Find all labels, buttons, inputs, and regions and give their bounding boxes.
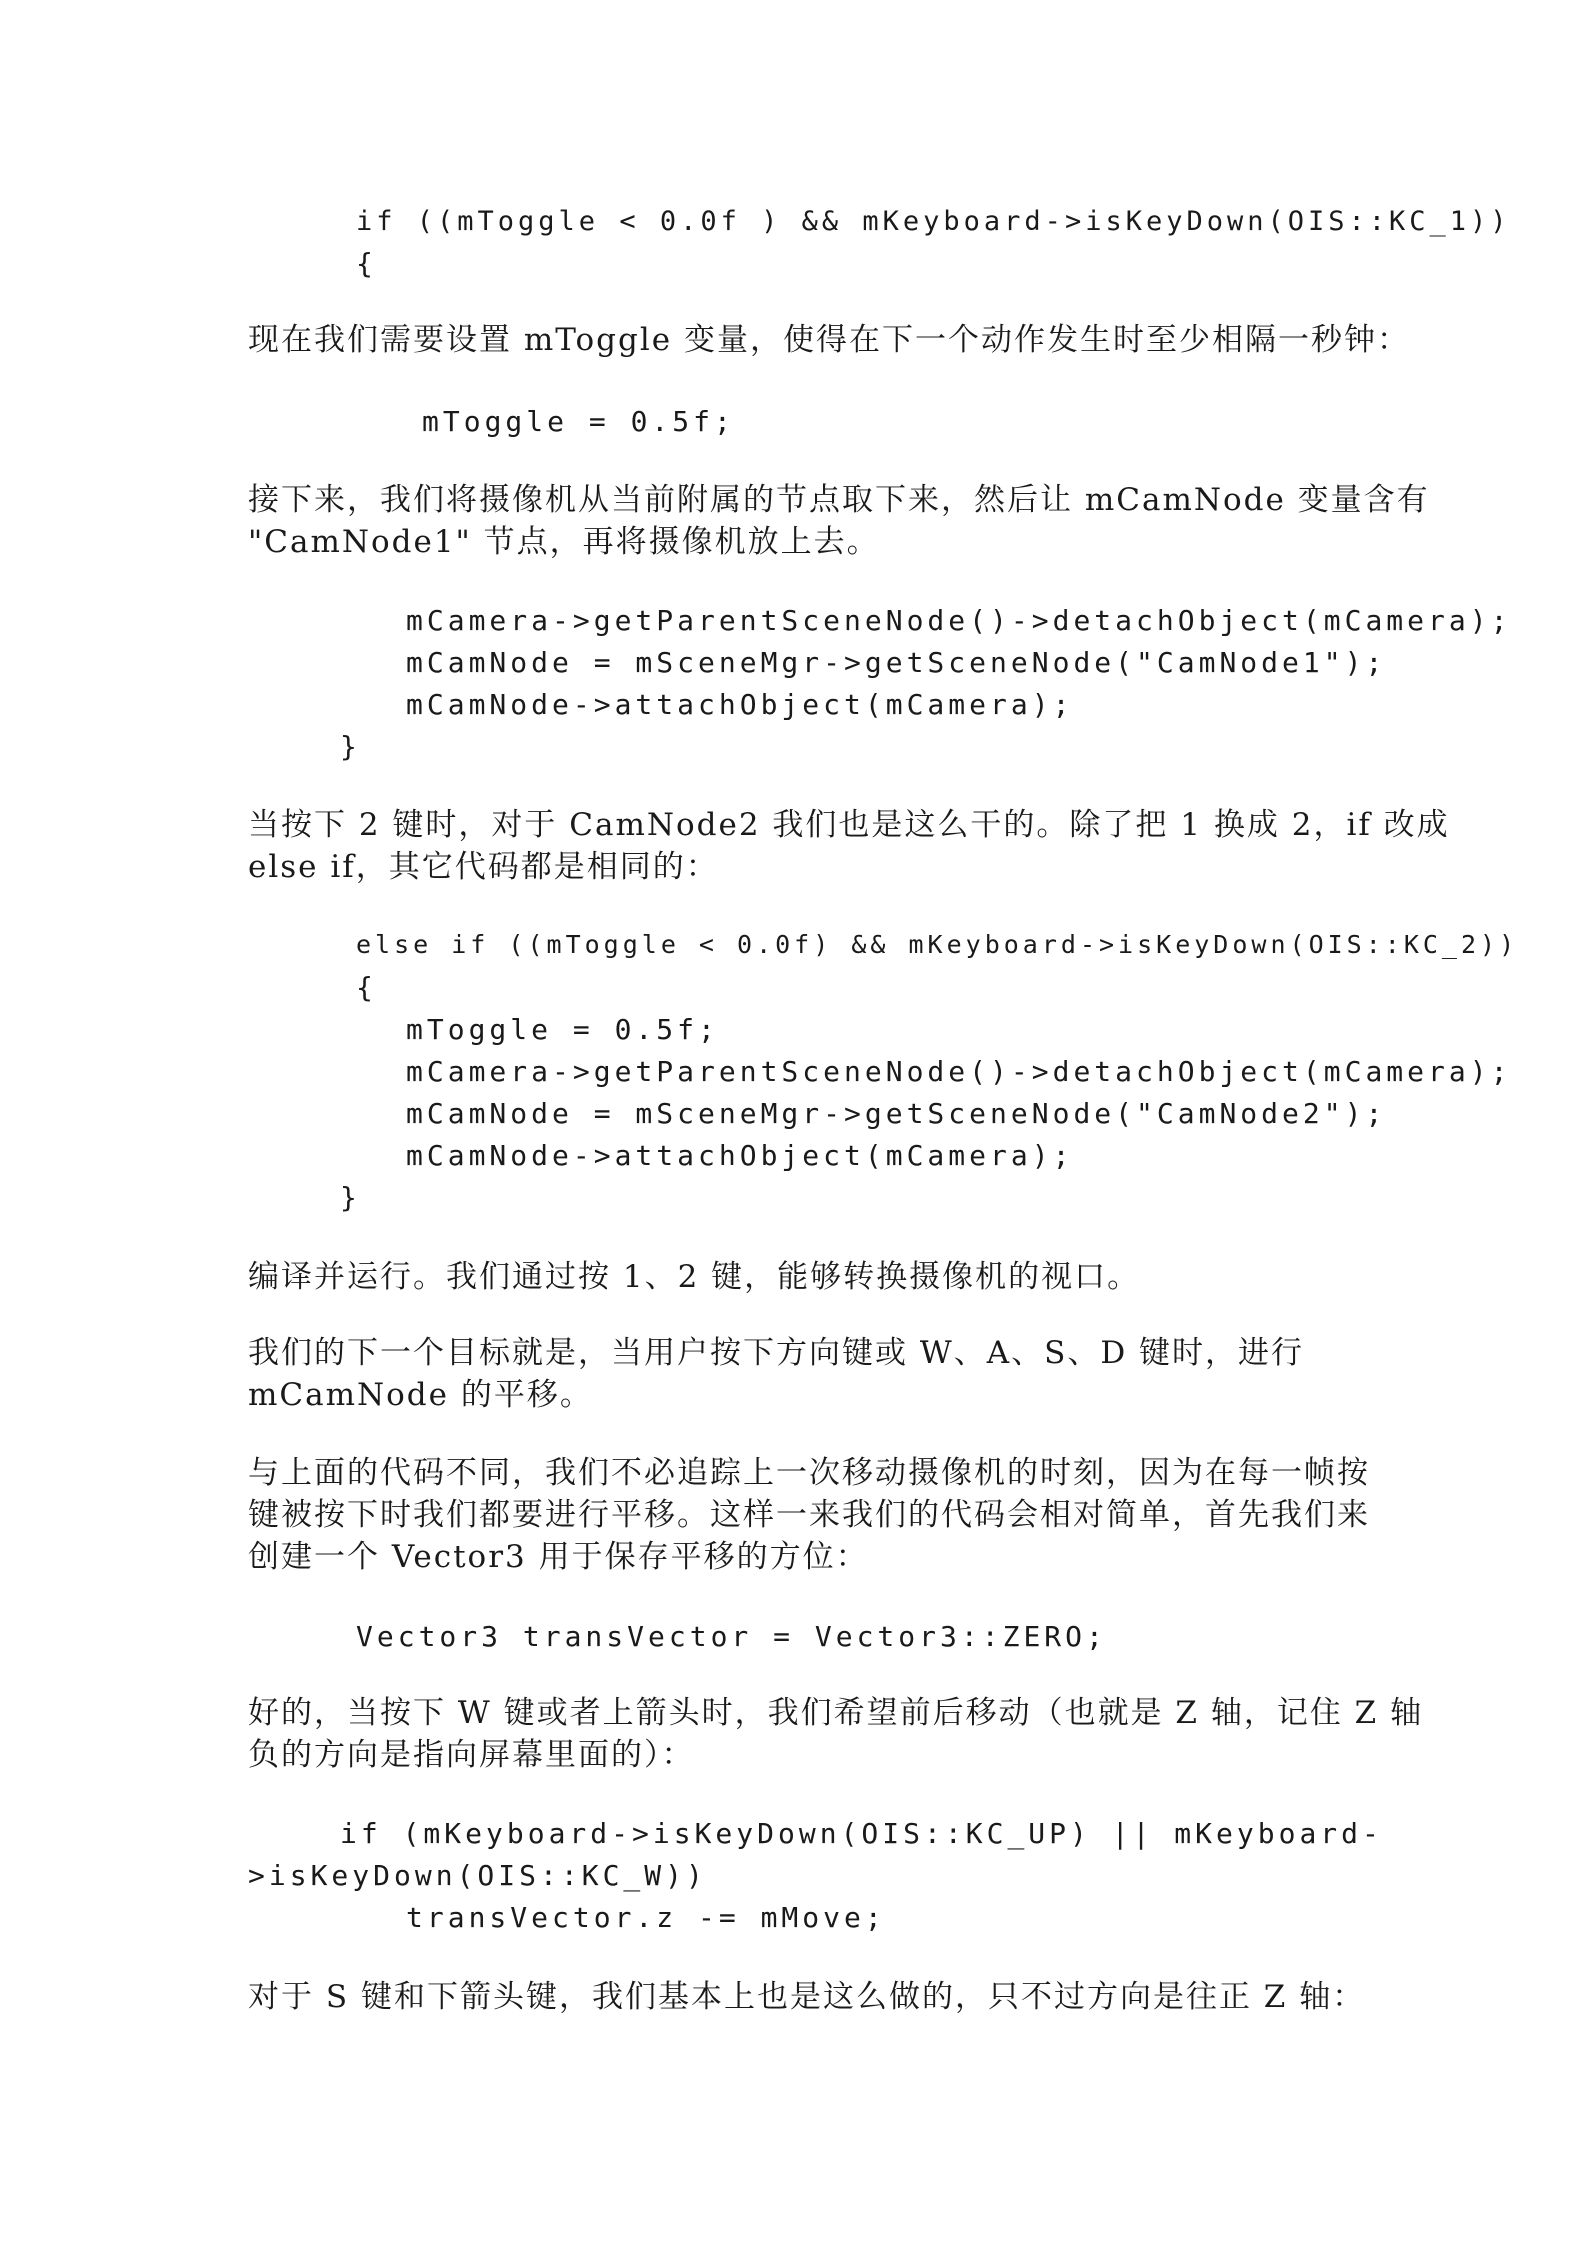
code-line: { — [356, 247, 377, 280]
paragraph-line: 好的，当按下 W 键或者上箭头时，我们希望前后移动（也就是 Z 轴，记住 Z 轴 — [248, 1695, 1424, 1731]
code-line: { — [356, 971, 377, 1004]
paragraph-line: 创建一个 Vector3 用于保存平移的方位： — [248, 1539, 869, 1575]
paragraph-line: 负的方向是指向屏幕里面的）： — [248, 1737, 695, 1773]
code-line: mCamNode->attachObject(mCamera); — [406, 688, 1074, 721]
code-line: Vector3 transVector = Vector3::ZERO; — [356, 1620, 1107, 1653]
code-line: if ((mToggle < 0.0f ) && mKeyboard->isKeyDown(OIS::KC_1)) — [356, 206, 1511, 237]
paragraph-line: 与上面的代码不同，我们不必追踪上一次移动摄像机的时刻，因为在每一帧按 — [248, 1455, 1370, 1491]
code-line: } — [340, 730, 361, 763]
code-line: if (mKeyboard->isKeyDown(OIS::KC_UP) || mKeyboard- — [340, 1817, 1383, 1850]
code-line: else if ((mToggle < 0.0f) && mKeyboard->isKeyDown(OIS::KC_2)) — [356, 930, 1519, 959]
code-line: mCamera->getParentSceneNode()->detachObject(mCamera); — [406, 1055, 1512, 1088]
paragraph-line: mCamNode 的平移。 — [248, 1377, 593, 1413]
paragraph-line: 接下来，我们将摄像机从当前附属的节点取下来，然后让 mCamNode 变量含有 — [248, 482, 1430, 518]
code-line: >isKeyDown(OIS::KC_W)) — [248, 1859, 707, 1892]
code-line: transVector.z -= mMove; — [406, 1901, 886, 1934]
paragraph-line: 我们的下一个目标就是，当用户按下方向键或 W、A、S、D 键时，进行 — [248, 1335, 1305, 1371]
paragraph-line: 现在我们需要设置 mToggle 变量，使得在下一个动作发生时至少相隔一秒钟： — [248, 322, 1410, 358]
code-line: mCamera->getParentSceneNode()->detachObject(mCamera); — [406, 604, 1512, 637]
code-line: mToggle = 0.5f; — [422, 405, 735, 438]
paragraph-line: 编译并运行。我们通过按 1、2 键，能够转换摄像机的视口。 — [248, 1259, 1141, 1295]
code-line: mCamNode = mSceneMgr->getSceneNode("CamNode1"); — [406, 646, 1387, 679]
code-line: mToggle = 0.5f; — [406, 1013, 719, 1046]
code-line: } — [340, 1181, 361, 1214]
code-line: mCamNode = mSceneMgr->getSceneNode("CamNode2"); — [406, 1097, 1387, 1130]
paragraph-line: 当按下 2 键时，对于 CamNode2 我们也是这么干的。除了把 1 换成 2，if 改成 — [248, 807, 1450, 843]
paragraph-line: "CamNode1" 节点，再将摄像机放上去。 — [248, 524, 880, 560]
code-line: mCamNode->attachObject(mCamera); — [406, 1139, 1074, 1172]
paragraph-line: else if，其它代码都是相同的： — [248, 849, 719, 885]
paragraph-line: 键被按下时我们都要进行平移。这样一来我们的代码会相对简单，首先我们来 — [248, 1497, 1370, 1533]
paragraph-line: 对于 S 键和下箭头键，我们基本上也是这么做的，只不过方向是往正 Z 轴： — [248, 1979, 1366, 2015]
